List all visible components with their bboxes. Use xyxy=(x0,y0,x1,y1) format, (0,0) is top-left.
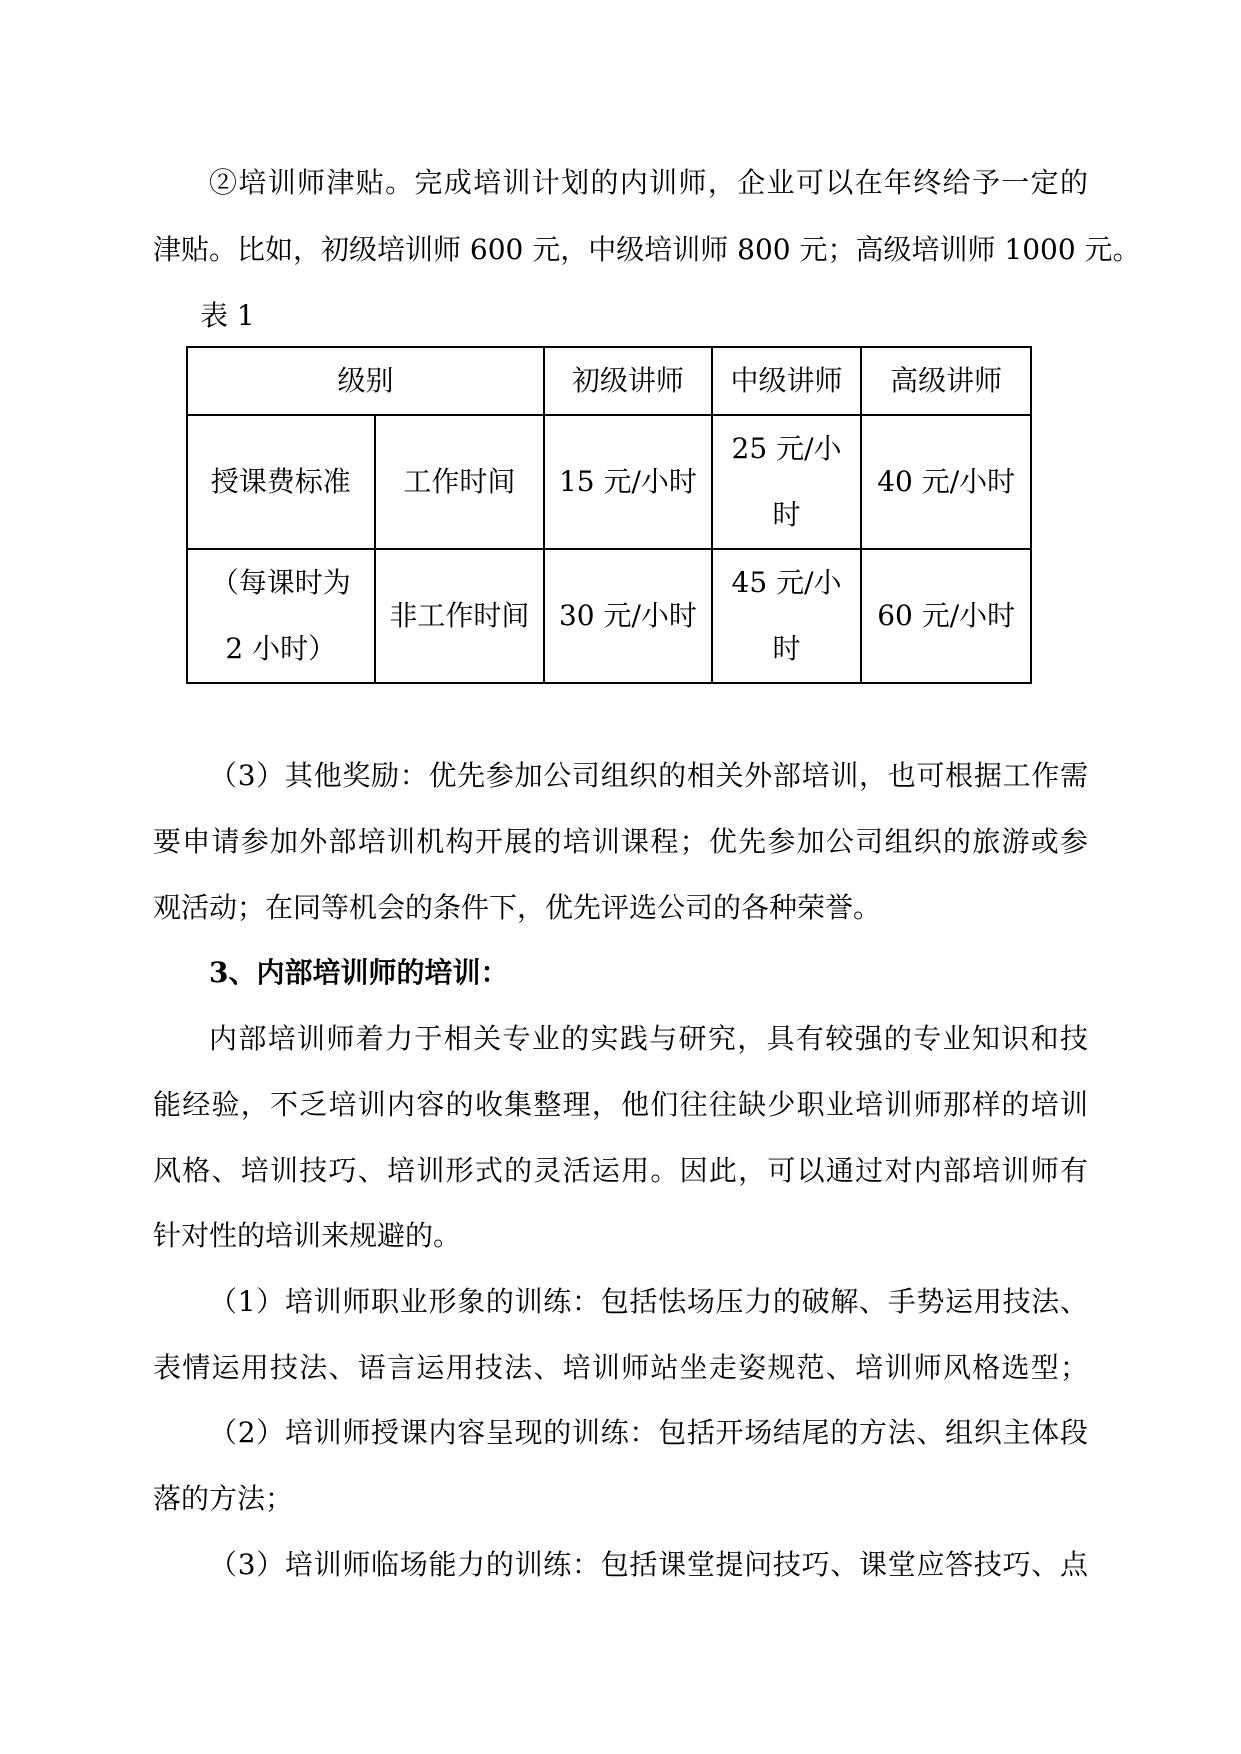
intro-para-line3: 风格、培训技巧、培训形式的灵活运用。因此，可以通过对内部培训师有 xyxy=(153,1154,1088,1187)
item2-line1: （2）培训师授课内容呈现的训练：包括开场结尾的方法、组织主体段 xyxy=(209,1416,1088,1449)
row-label-part2: 2 小时） xyxy=(225,632,337,665)
allowance-para-line1: ②培训师津贴。完成培训计划的内训师，企业可以在年终给予一定的 xyxy=(209,166,1088,199)
header-junior: 初级讲师 xyxy=(544,347,712,415)
item1-line2: 表情运用技法、语言运用技法、培训师站坐走姿规范、培训师风格选型； xyxy=(153,1351,1088,1384)
row-label-fee-standard: 授课费标准 xyxy=(187,415,375,549)
cell-senior: 60 元/小时 xyxy=(861,549,1031,683)
item3-line1: （3）培训师临场能力的训练：包括课堂提问技巧、课堂应答技巧、点 xyxy=(209,1548,1088,1581)
cell-junior: 30 元/小时 xyxy=(544,549,712,683)
cell-middle-part1: 45 元/小 xyxy=(731,566,842,599)
cell-junior: 15 元/小时 xyxy=(544,415,712,549)
section-heading: 3、内部培训师的培训： xyxy=(209,956,509,989)
intro-para-line4: 针对性的培训来规避的。 xyxy=(153,1219,462,1252)
intro-para-line1: 内部培训师着力于相关专业的实践与研究，具有较强的专业知识和技 xyxy=(209,1022,1088,1055)
cell-time: 工作时间 xyxy=(375,415,545,549)
row-label-part1: （每课时为 xyxy=(210,566,351,599)
cell-middle-part1: 25 元/小 xyxy=(731,432,842,465)
intro-para-line2: 能经验，不乏培训内容的收集整理，他们往往缺少职业培训师那样的培训 xyxy=(153,1088,1088,1121)
cell-middle-part2: 时 xyxy=(772,498,801,531)
other-reward-line1: （3）其他奖励：优先参加公司组织的相关外部培训，也可根据工作需 xyxy=(209,759,1088,792)
table-row xyxy=(187,415,1031,549)
table-row xyxy=(187,549,1031,683)
header-level: 级别 xyxy=(187,347,544,415)
cell-middle-part2: 时 xyxy=(772,632,801,665)
row-label-per-class xyxy=(187,549,375,683)
item2-line2: 落的方法； xyxy=(153,1482,294,1515)
lecturer-fee-table xyxy=(186,346,1032,684)
allowance-para-line2: 津贴。比如，初级培训师 600 元，中级培训师 800 元；高级培训师 1000 元。 xyxy=(153,233,1141,266)
header-middle: 中级讲师 xyxy=(712,347,862,415)
cell-middle xyxy=(712,415,862,549)
cell-middle xyxy=(712,549,862,683)
cell-time: 非工作时间 xyxy=(375,549,545,683)
table-caption: 表 1 xyxy=(200,299,255,332)
cell-senior: 40 元/小时 xyxy=(861,415,1031,549)
other-reward-line2: 要申请参加外部培训机构开展的培训课程；优先参加公司组织的旅游或参 xyxy=(153,825,1088,858)
table-header-row xyxy=(187,347,1031,415)
item1-line1: （1）培训师职业形象的训练：包括怯场压力的破解、手势运用技法、 xyxy=(209,1285,1088,1318)
other-reward-line3: 观活动；在同等机会的条件下，优先评选公司的各种荣誉。 xyxy=(153,891,882,924)
header-senior: 高级讲师 xyxy=(861,347,1031,415)
